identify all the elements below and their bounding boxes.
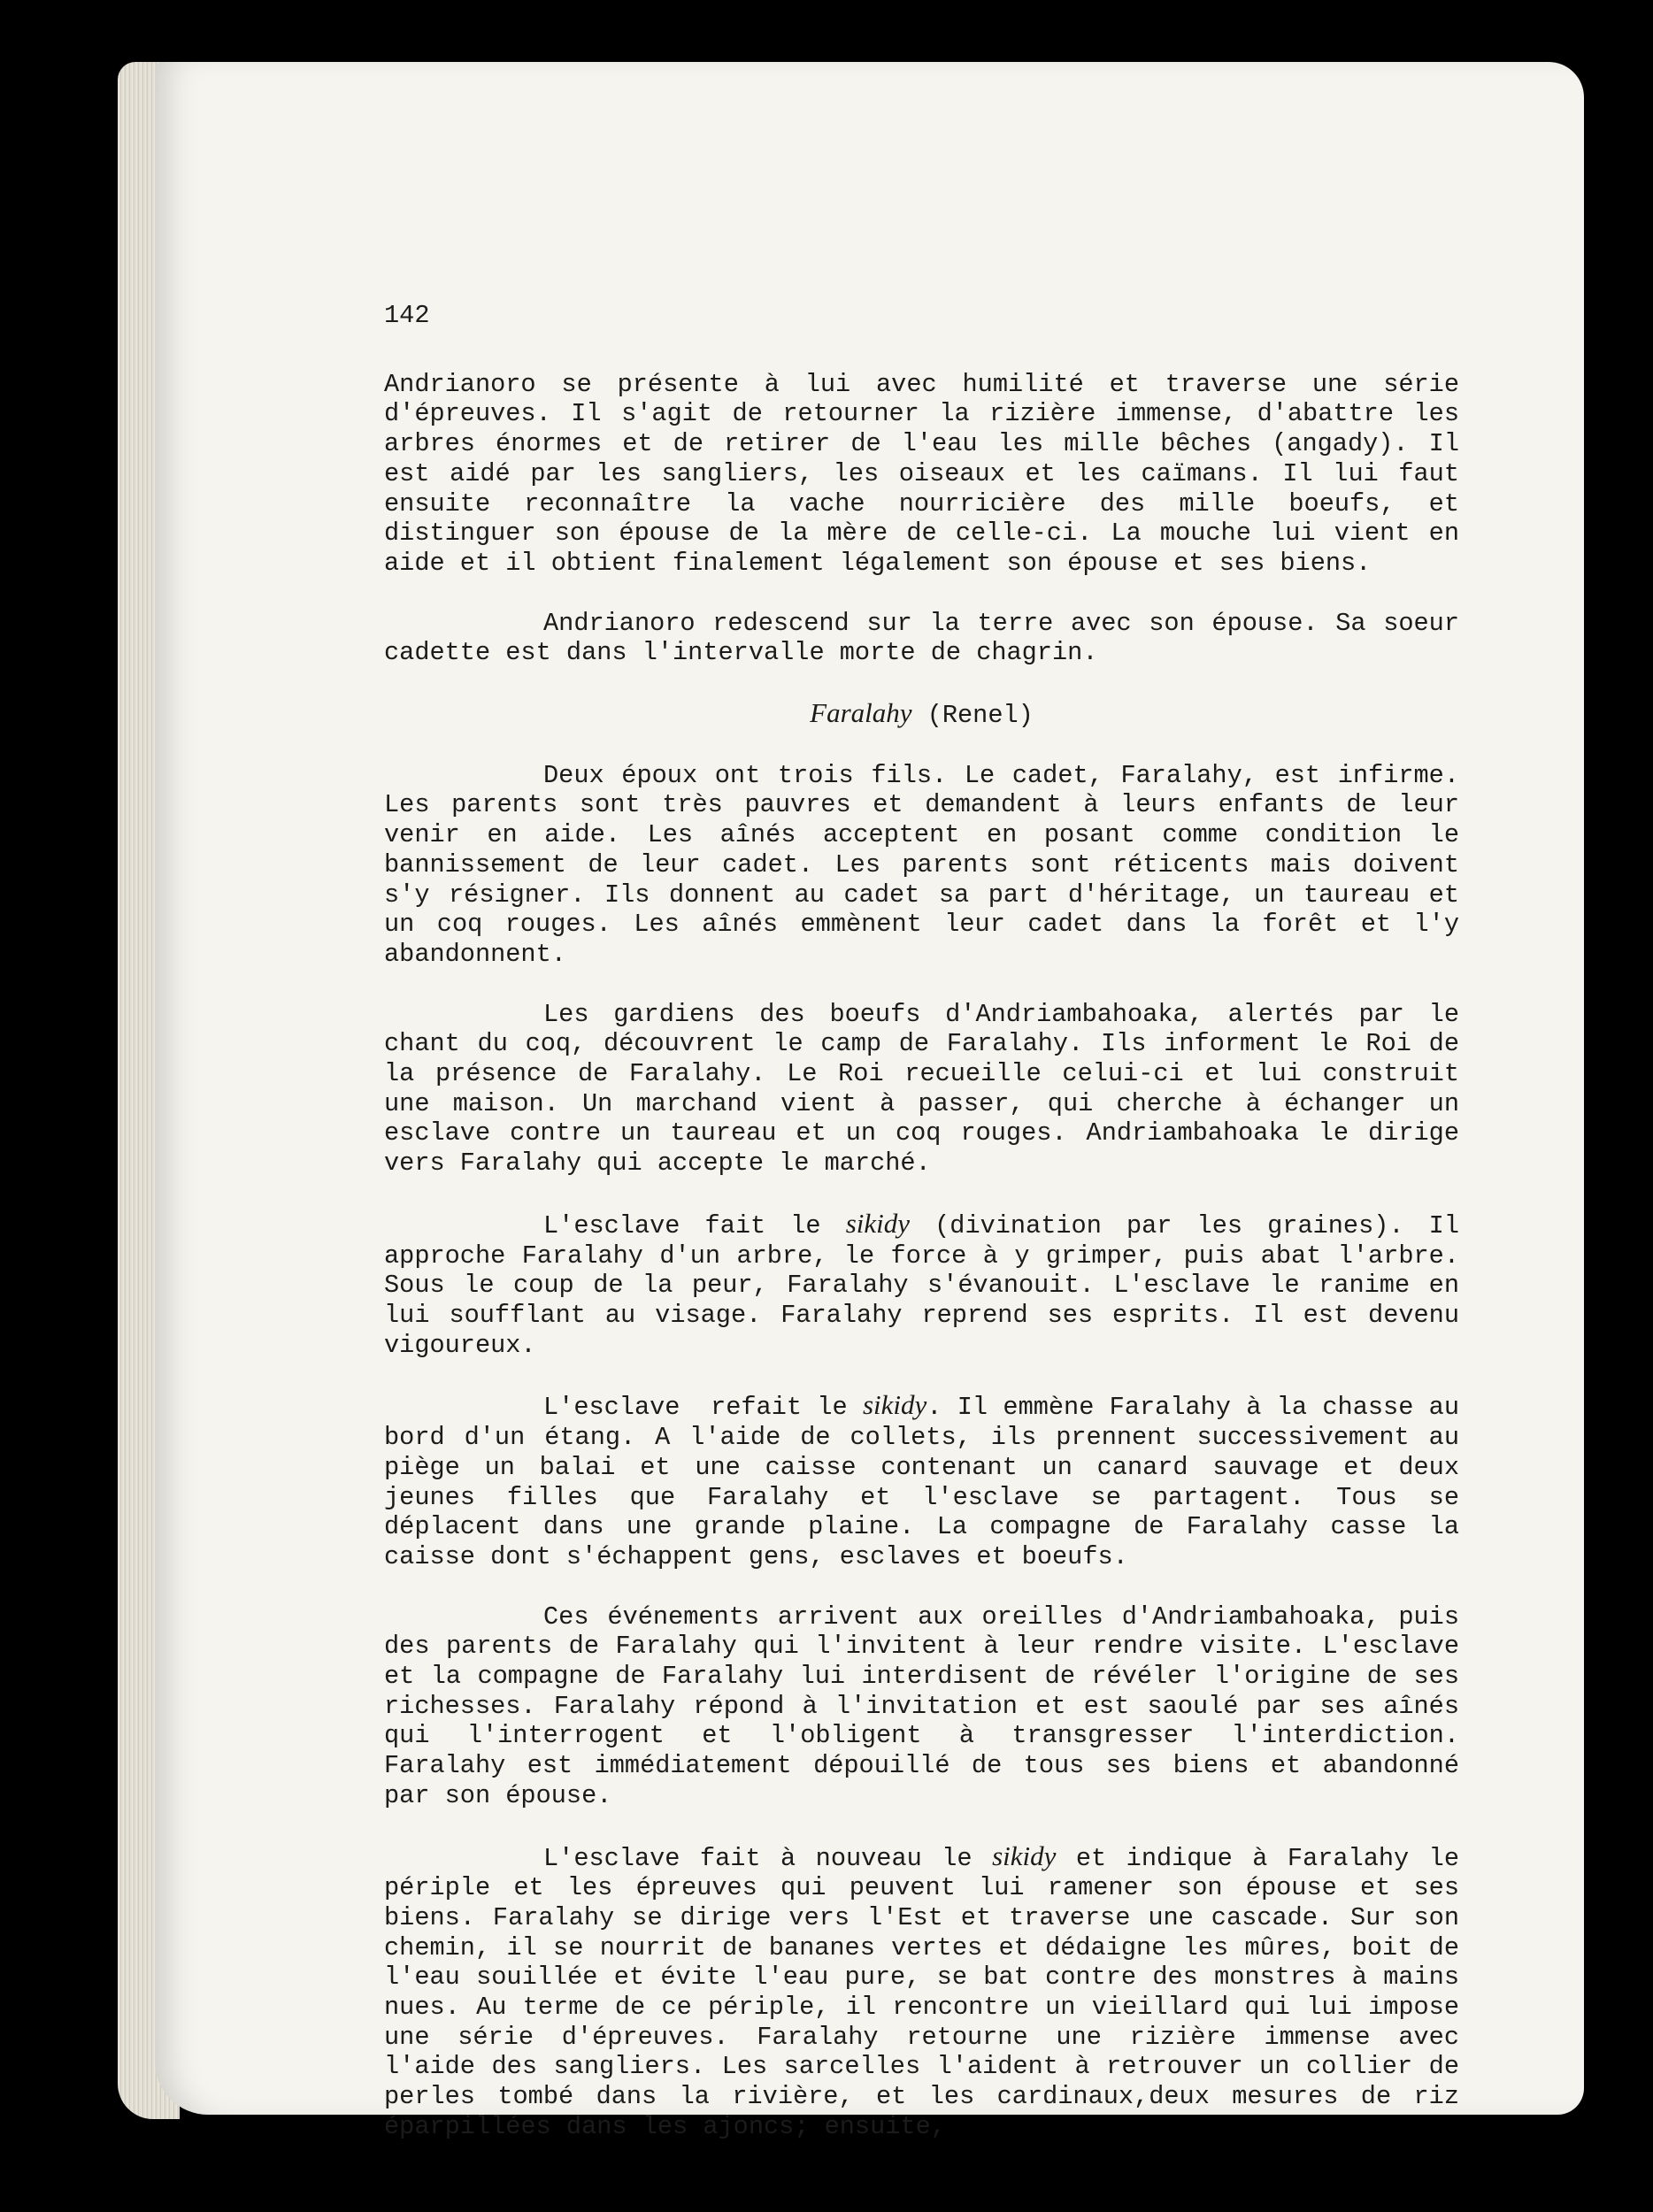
paragraph-faralahy-intro: Deux époux ont trois fils. Le cadet, Faralahy, est infirme. Les parents sont très pauvres et demandent à leurs enfants de leur venir en aide. Les aînés acceptent en posant comme condition le bannissement de leur cadet. Les parents sont réticents mais doivent s'y résigner. Ils donnent au cadet sa part d'héritage, un taureau et un coq rouges. Les aînés emmènent leur cadet dans la forêt et l'y abandonnent. — [384, 760, 1459, 969]
paragraph-sikidy-second — [384, 1390, 1459, 1571]
text-run: L'esclave refait le — [543, 1393, 863, 1423]
italic-term: sikidy — [862, 1389, 927, 1421]
text-run: . Il emmène Faralahy à la chasse au bord d'un étang. A l'aide de collets, ils prennent successivement au piège un balai et une caisse contenant un canard sauvage et deux jeunes filles que Faralahy et l'esclave se partagent. Tous se déplacent dans une grande plaine. La compagne de Faralahy casse la caisse dont s'échappent gens, esclaves et boeufs. — [384, 1393, 1459, 1571]
italic-term: sikidy — [845, 1207, 911, 1239]
section-title — [384, 698, 1459, 731]
paragraph-events: Ces événements arrivent aux oreilles d'Andriambahoaka, puis des parents de Faralahy qui l'invitent à leur rendre visite. L'esclave et la compagne de Faralahy lui interdisent de révéler l'origine de ses richesses. Faralahy répond à l'invitation et est saoulé par ses aînés qui l'interrogent et l'obligent à transgresser l'interdiction. Faralahy est immédiatement dépouillé de tous ses biens et abandonné par son épouse. — [384, 1601, 1459, 1810]
text-run: et indique à Faralahy le périple et les épreuves qui peuvent lui ramener son épouse et ses biens. Faralahy se dirige vers l'Est et traverse une cascade. Sur son chemin, il se nourrit de bananes vertes et dédaigne les mûres, boit de l'eau souillée et évite l'eau pure, se bat contre des monstres à mains nues. Au terme de ce périple, il rencontre un vieillard qui lui impose une série d'épreuves. Faralahy retourne une rizière immense avec l'aide des sangliers. Les sarcelles l'aident à retrouver un collier de perles tombé dans la rivière, et les cardinaux,deux mesures de riz éparpillées dans les ajoncs; ensuite, — [384, 1843, 1459, 2141]
text-run: (divination par les graines). Il approche Faralahy d'un arbre, le force à y grimper, puis abat l'arbre. Sous le coup de la peur, Faralahy s'évanouit. L'esclave le ranime en lui soufflant au visage. Faralahy reprend ses esprits. Il est devenu vigoureux. — [384, 1210, 1459, 1360]
page-number: 142 — [384, 301, 430, 330]
paragraph-andrianoro-return: Andrianoro redescend sur la terre avec son épouse. Sa soeur cadette est dans l'intervalle morte de chagrin. — [384, 608, 1459, 668]
italic-term: sikidy — [992, 1839, 1057, 1871]
paragraph-guardians: Les gardiens des boeufs d'Andriambahoaka, alertés par le chant du coq, découvrent le camp de Faralahy. Ils informent le Roi de la présence de Faralahy. Le Roi recueille celui-ci et lui construit une maison. Un marchand vient à passer, qui cherche à échanger un esclave contre un taureau et un coq rouges. Andriambahoaka le dirige vers Faralahy qui accepte le marché. — [384, 999, 1459, 1179]
text-run: L'esclave fait à nouveau le — [543, 1843, 993, 1873]
page-content — [384, 301, 1459, 2172]
section-title-name: Faralahy — [810, 697, 912, 729]
section-title-source: (Renel) — [911, 701, 1034, 731]
paragraph-sikidy-third — [384, 1841, 1459, 2142]
text-run: L'esclave fait le — [543, 1210, 846, 1240]
paragraph-andrianoro-trials: Andrianoro se présente à lui avec humilité et traverse une série d'épreuves. Il s'agit de retourner la rizière immense, d'abattre les arbres énormes et de retirer de l'eau les mille bêches (angady). Il est aidé par les sangliers, les oiseaux et les caïmans. Il lui faut ensuite reconnaître la vache nourricière des mille boeufs, et distinguer son épouse de la mère de celle-ci. La mouche lui vient en aide et il obtient finalement légalement son épouse et ses biens. — [384, 369, 1459, 578]
paragraph-sikidy-first — [384, 1209, 1459, 1361]
